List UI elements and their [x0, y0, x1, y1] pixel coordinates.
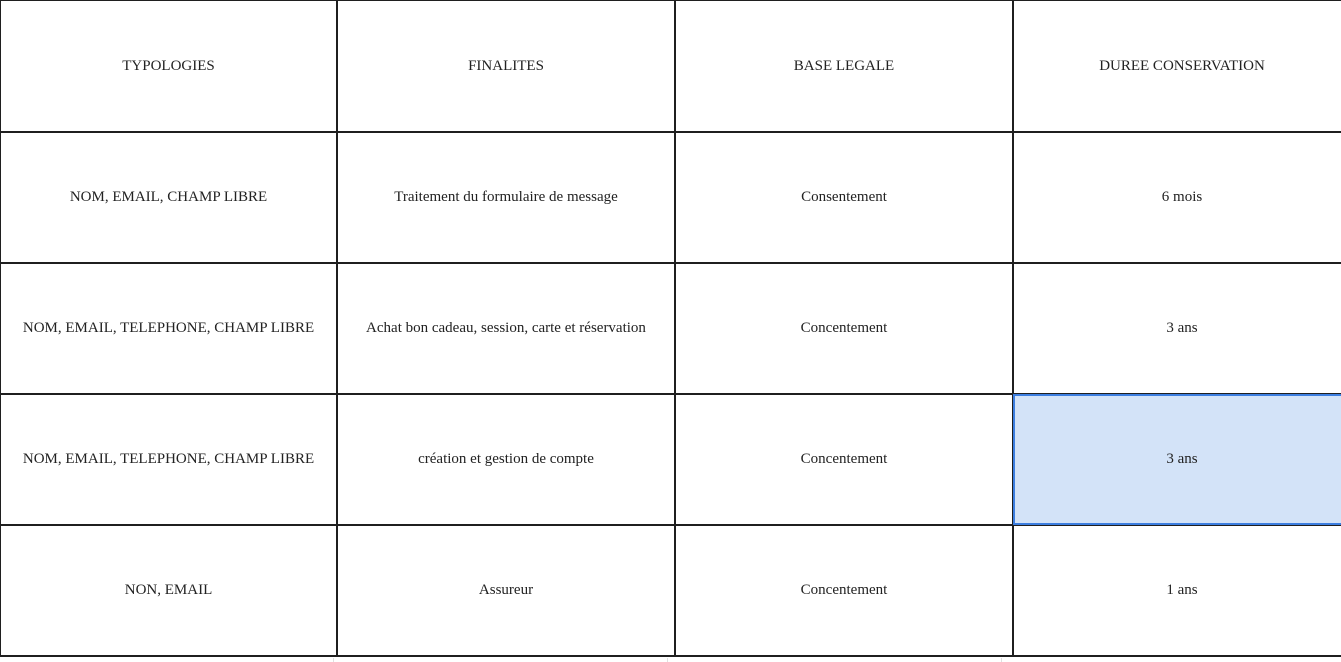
- cell-base-legale[interactable]: Concentement: [675, 394, 1013, 525]
- column-gridline: [1001, 658, 1002, 662]
- column-gridline: [333, 658, 334, 662]
- cell-duree[interactable]: 1 ans: [1013, 525, 1341, 656]
- cell-finalites[interactable]: Assureur: [337, 525, 675, 656]
- table-row: [0, 525, 1341, 656]
- header-cell-finalites[interactable]: FINALITES: [337, 1, 675, 132]
- table-row: [0, 263, 1341, 394]
- cell-duree[interactable]: 3 ans: [1013, 263, 1341, 394]
- cell-duree[interactable]: 6 mois: [1013, 132, 1341, 263]
- header-row: [0, 1, 1341, 132]
- cell-finalites[interactable]: création et gestion de compte: [337, 394, 675, 525]
- header-cell-typologies[interactable]: TYPOLOGIES: [0, 1, 337, 132]
- table-row: [0, 132, 1341, 263]
- cell-typologies[interactable]: NOM, EMAIL, CHAMP LIBRE: [0, 132, 337, 263]
- cell-typologies[interactable]: NOM, EMAIL, TELEPHONE, CHAMP LIBRE: [0, 263, 337, 394]
- cell-finalites[interactable]: Achat bon cadeau, session, carte et réservation: [337, 263, 675, 394]
- cell-duree-selected[interactable]: 3 ans: [1013, 394, 1341, 525]
- cell-finalites[interactable]: Traitement du formulaire de message: [337, 132, 675, 263]
- grid-footer-gap: [0, 658, 1341, 662]
- header-cell-duree-conservation[interactable]: DUREE CONSERVATION: [1013, 1, 1341, 132]
- column-gridline: [667, 658, 668, 662]
- cell-typologies[interactable]: NOM, EMAIL, TELEPHONE, CHAMP LIBRE: [0, 394, 337, 525]
- cell-typologies[interactable]: NON, EMAIL: [0, 525, 337, 656]
- cell-base-legale[interactable]: Concentement: [675, 263, 1013, 394]
- header-cell-base-legale[interactable]: BASE LEGALE: [675, 1, 1013, 132]
- table-row: [0, 394, 1341, 525]
- cell-base-legale[interactable]: Consentement: [675, 132, 1013, 263]
- cell-base-legale[interactable]: Concentement: [675, 525, 1013, 656]
